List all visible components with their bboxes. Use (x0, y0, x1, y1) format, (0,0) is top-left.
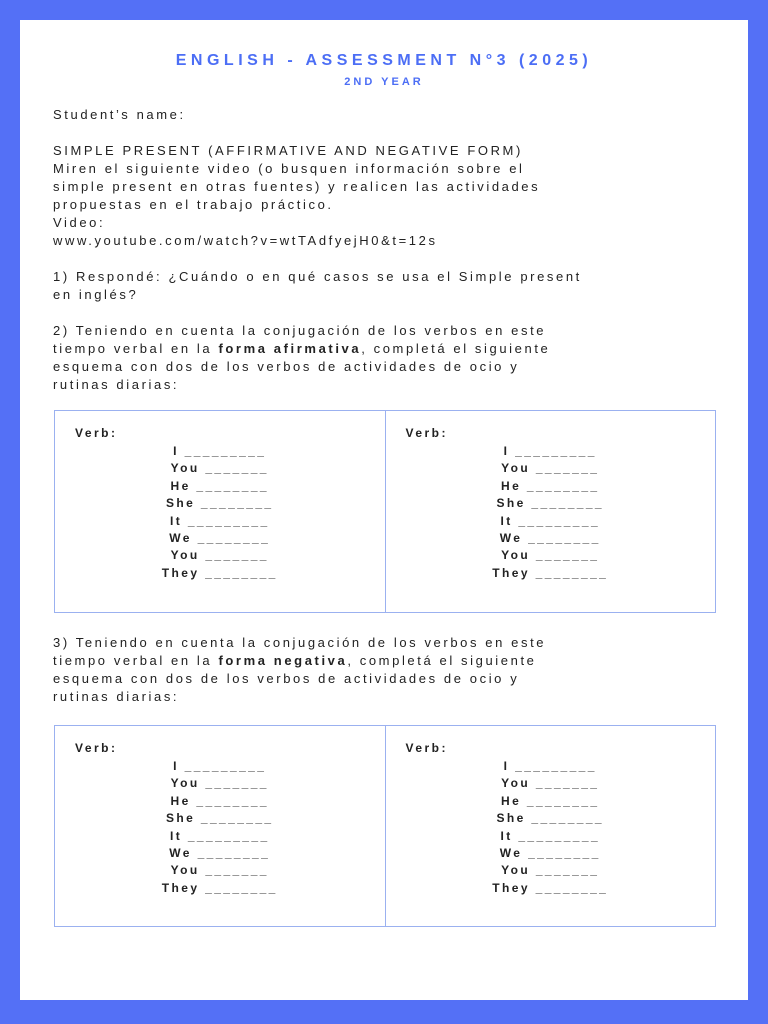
question-2-line: esquema con dos de los verbos de actividades de ocio y (53, 359, 520, 374)
conjugation-row: You _______ (501, 776, 600, 791)
question-2-emphasis: forma afirmativa (218, 341, 362, 356)
worksheet-page (20, 20, 748, 1000)
page-subtitle: 2ND YEAR (344, 76, 424, 88)
conjugation-row: It _________ (500, 828, 601, 843)
question-2-line: rutinas diarias: (53, 377, 180, 392)
conjugation-cell[interactable] (386, 411, 716, 612)
conjugation-row: They ________ (492, 565, 609, 580)
conjugation-row: It _________ (500, 513, 601, 528)
conjugation-cell[interactable] (55, 411, 386, 612)
conjugation-row: They ________ (161, 880, 278, 895)
conjugation-row: They ________ (492, 880, 609, 895)
question-3-emphasis: forma negativa (218, 653, 348, 668)
conjugation-row: He ________ (501, 793, 600, 808)
page-title: ENGLISH - ASSESSMENT N°3 (2025) (175, 52, 593, 69)
conjugation-row: I _________ (173, 444, 267, 458)
conjugation-row: We ________ (169, 530, 271, 545)
conjugation-row: We ________ (169, 845, 271, 860)
question-1-line: en inglés? (53, 287, 139, 302)
conjugation-row: It _________ (169, 828, 270, 843)
affirmative-table (54, 410, 716, 613)
question-3-line: esquema con dos de los verbos de actividades de ocio y (53, 671, 520, 686)
video-label: Video: (53, 215, 106, 230)
conjugation-row: I _________ (503, 444, 597, 458)
conjugation-row: You _______ (501, 548, 600, 563)
conjugation-row: We ________ (499, 845, 601, 860)
question-2-text: tiempo verbal en la (53, 341, 219, 356)
conjugation-row: I _________ (503, 759, 597, 773)
conjugation-cell[interactable] (386, 726, 716, 926)
conjugation-row: We ________ (499, 530, 601, 545)
instructions-line: propuestas en el trabajo práctico. (53, 197, 334, 212)
verb-label: Verb: (75, 741, 118, 755)
question-3-line: 3) Teniendo en cuenta la conjugación de los verbos en este (53, 635, 547, 650)
conjugation-cell[interactable] (55, 726, 386, 926)
student-name-label: Student’s name: (53, 107, 186, 122)
conjugation-row: You _______ (170, 863, 269, 878)
conjugation-row: It _________ (169, 513, 270, 528)
conjugation-row: She ________ (496, 811, 605, 826)
question-3-line: rutinas diarias: (53, 689, 180, 704)
conjugation-row: They ________ (161, 565, 278, 580)
question-1-line: 1) Respondé: ¿Cuándo o en qué casos se usa el Simple present (53, 269, 582, 284)
verb-label: Verb: (405, 741, 449, 755)
conjugation-row: You _______ (170, 461, 269, 476)
verb-label: Verb: (405, 426, 449, 440)
conjugation-row: She ________ (496, 496, 605, 511)
question-2-text: , completá el siguiente (361, 341, 551, 356)
instructions-line: simple present en otras fuentes) y realicen las actividades (53, 179, 541, 194)
question-3-text: tiempo verbal en la (53, 653, 219, 668)
conjugation-row: You _______ (501, 863, 600, 878)
conjugation-row: I _________ (173, 759, 267, 773)
negative-table (54, 725, 716, 927)
verb-label: Verb: (75, 426, 118, 440)
question-2-line (53, 340, 713, 358)
conjugation-row: She ________ (165, 811, 274, 826)
video-link[interactable]: www.youtube.com/watch?v=wtTAdfyejH0&t=12s (53, 233, 438, 248)
conjugation-row: You _______ (170, 548, 269, 563)
conjugation-row: He ________ (170, 478, 269, 493)
conjugation-row: You _______ (501, 461, 600, 476)
conjugation-row: She ________ (165, 496, 274, 511)
conjugation-row: He ________ (501, 478, 600, 493)
question-3-text: , completá el siguiente (347, 653, 537, 668)
question-3-line (53, 652, 713, 670)
topic-heading: SIMPLE PRESENT (AFFIRMATIVE AND NEGATIVE FORM) (53, 143, 523, 158)
question-2-line: 2) Teniendo en cuenta la conjugación de los verbos en este (53, 323, 547, 338)
conjugation-row: You _______ (170, 776, 269, 791)
conjugation-row: He ________ (170, 793, 269, 808)
instructions-line: Miren el siguiente video (o busquen información sobre el (53, 161, 525, 176)
